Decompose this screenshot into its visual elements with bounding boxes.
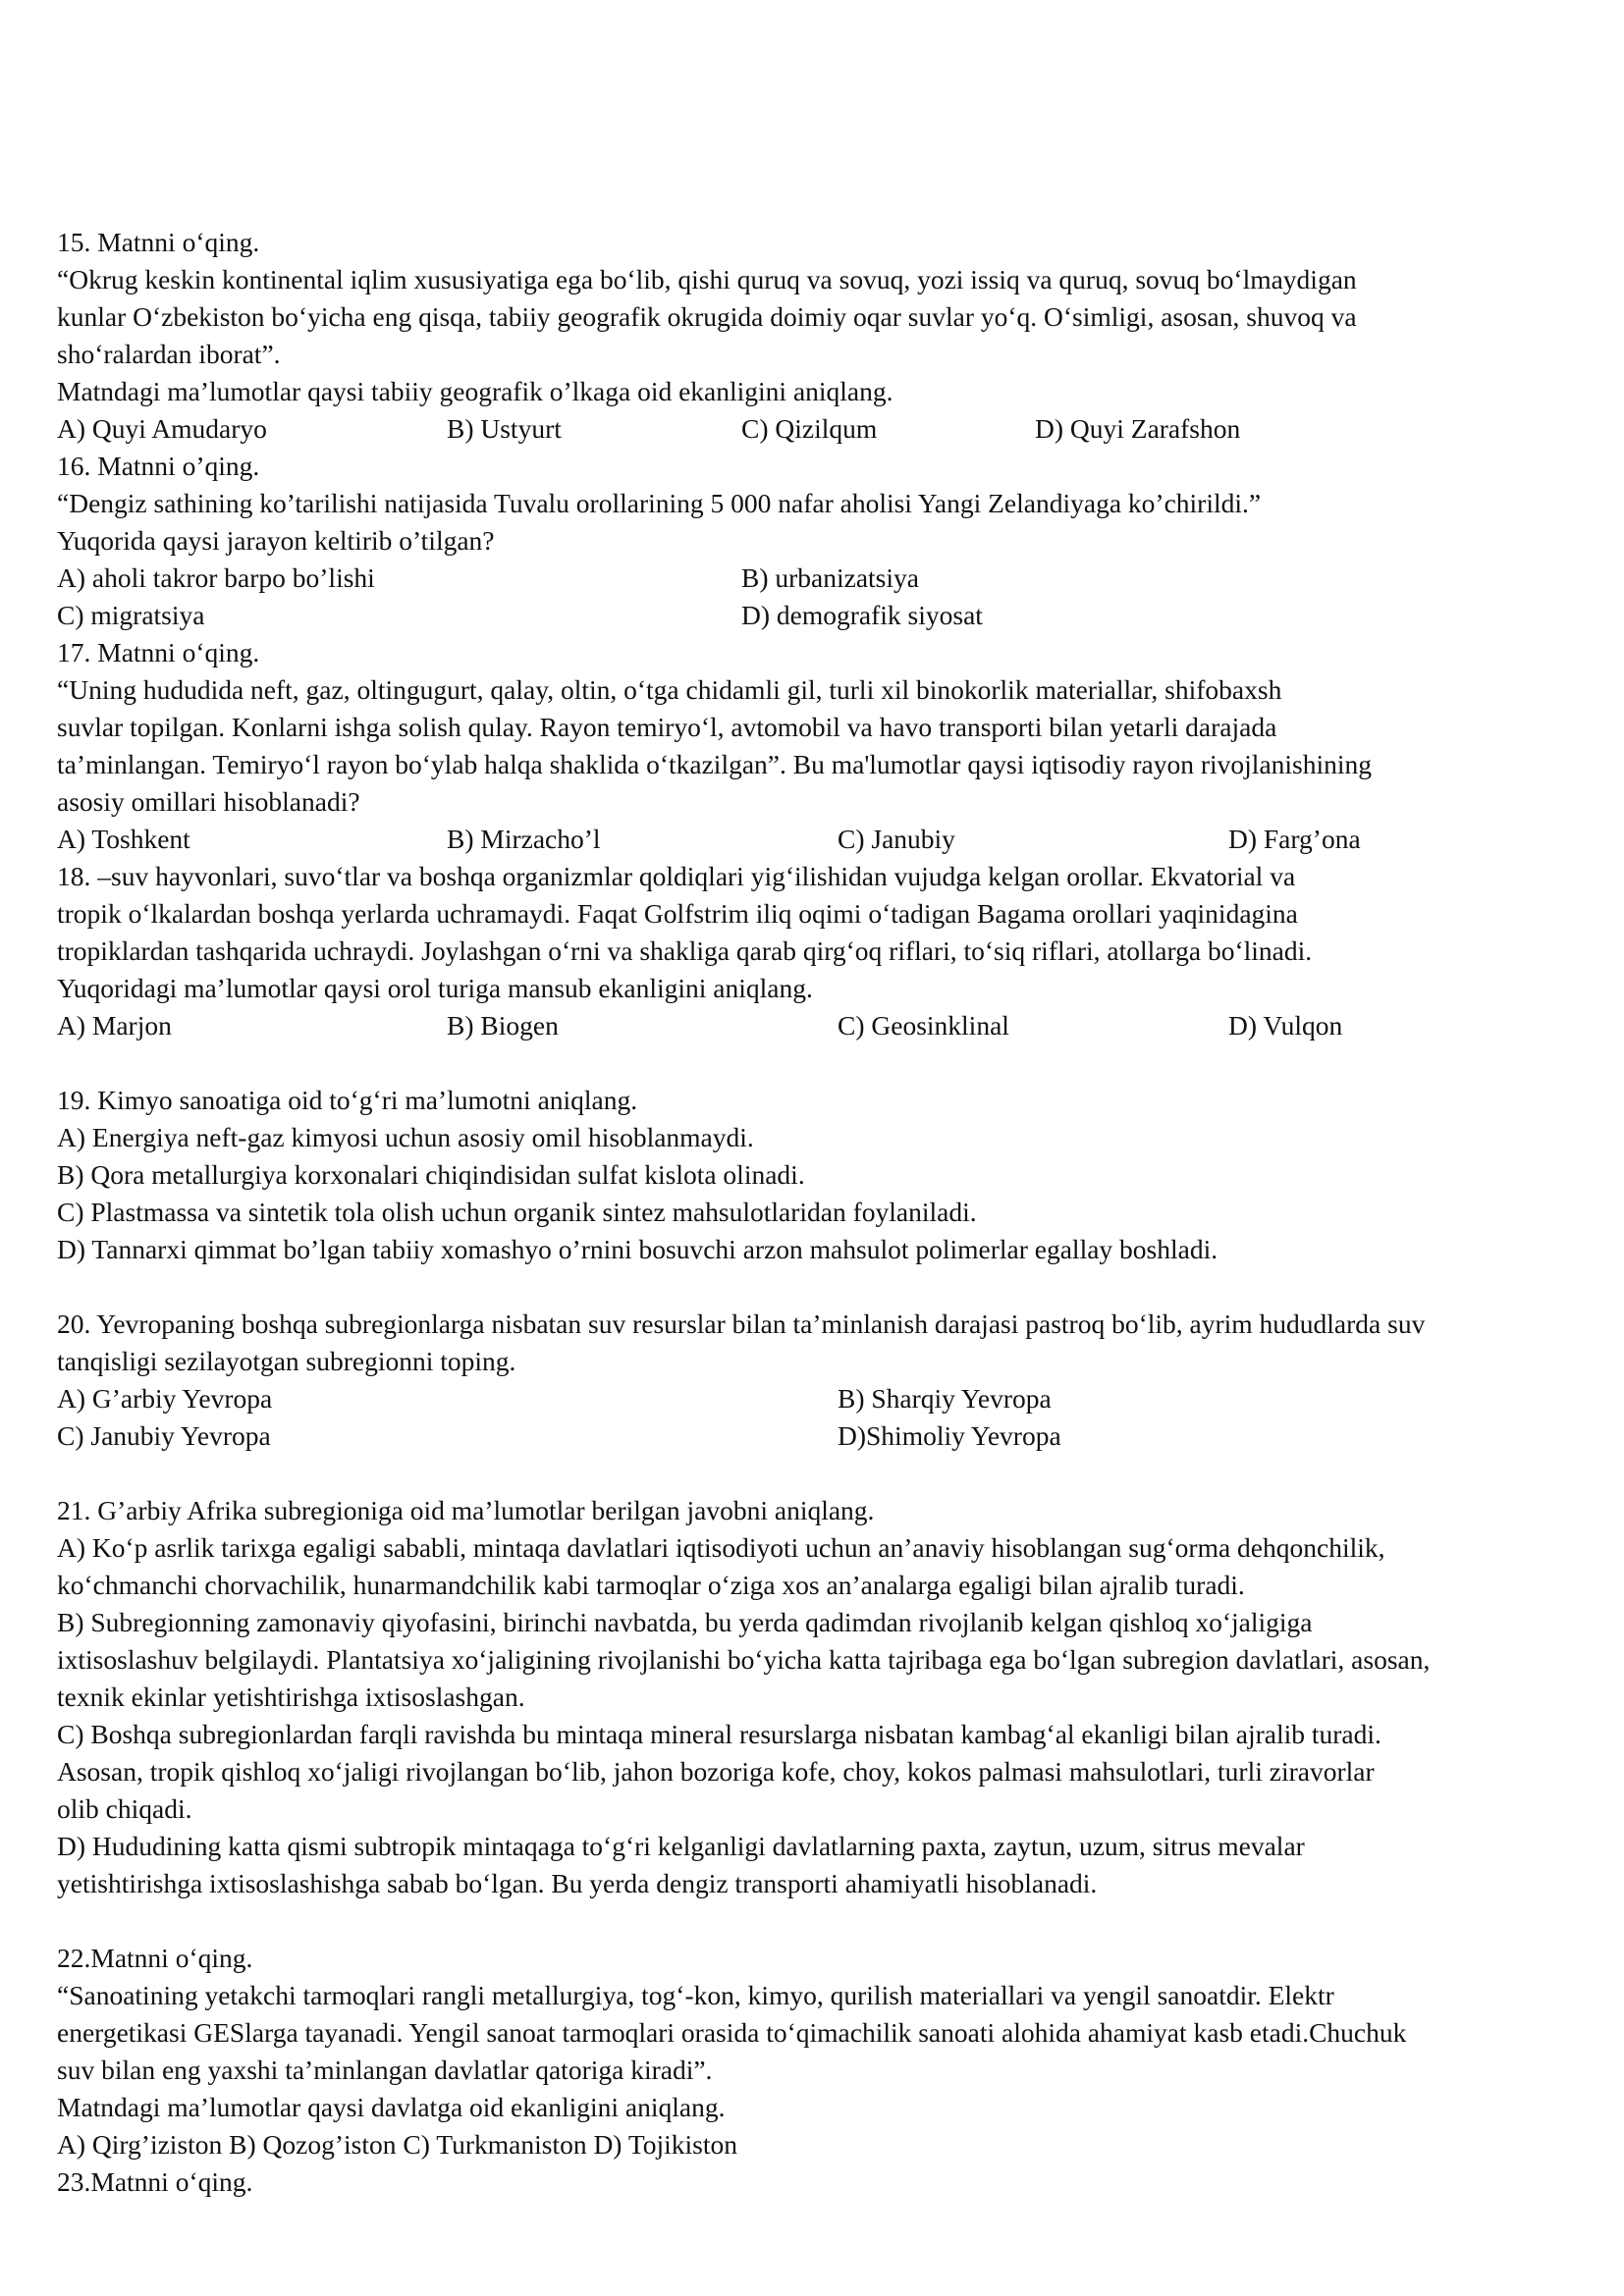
q16-options-row-1	[57, 560, 1589, 597]
q17-option-b: B) Mirzacho’l	[447, 824, 601, 854]
q21-option-c-line: C) Boshqa subregionlardan farqli ravishda bu mintaqa mineral resurslarga nisbatan kambag‘al ekanligi bilan ajralib turadi.	[57, 1719, 1381, 1749]
spacer	[57, 1455, 1589, 1492]
q15-text-line: sho‘ralardan iborat”.	[57, 339, 281, 369]
q22-prompt: Matndagi ma’lumotlar qaysi davlatga oid ekanligini aniqlang.	[57, 2092, 726, 2122]
q15-prompt: Matndagi ma’lumotlar qaysi tabiiy geografik o’lkaga oid ekanligini aniqlang.	[57, 376, 893, 406]
q22-title: 22.Matnni o‘qing.	[57, 1943, 253, 1973]
q15-title: 15. Matnni o‘qing.	[57, 227, 260, 257]
q18-option-c: C) Geosinklinal	[838, 1010, 1009, 1041]
q16-option-d: D) demografik siyosat	[741, 600, 983, 630]
q15-text-line: kunlar O‘zbekiston bo‘yicha eng qisqa, tabiiy geografik okrugida doimiy oqar suvlar yo‘q. O‘simligi, asosan, shuvoq va	[57, 301, 1357, 332]
q20-option-c: C) Janubiy Yevropa	[57, 1420, 271, 1451]
q17-text-line: asosiy omillari hisoblanadi?	[57, 786, 360, 817]
q22-text-line: suv bilan eng yaxshi ta’minlangan davlatlar qatoriga kiradi”.	[57, 2055, 713, 2085]
q18-text-line: tropiklardan tashqarida uchraydi. Joylashgan o‘rni va shakliga qarab qirg‘oq riflari, to‘siq riflari, atollarga bo‘linadi.	[57, 935, 1313, 966]
q20-option-d: D)Shimoliy Yevropa	[838, 1420, 1061, 1451]
q16-title: 16. Matnni o’qing.	[57, 451, 260, 481]
q21-option-b-line: B) Subregionning zamonaviy qiyofasini, birinchi navbatda, bu yerda qadimdan rivojlanib kelgan qishloq xo‘jaligiga	[57, 1607, 1313, 1637]
q15-options	[57, 410, 1589, 448]
q17-text-line: suvlar topilgan. Konlarni ishga solish qulay. Rayon temiryo‘l, avtomobil va havo transporti bilan yetarli darajada	[57, 712, 1277, 742]
q17-option-a: A) Toshkent	[57, 824, 190, 854]
q22-text-line: “Sanoatining yetakchi tarmoqlari rangli metallurgiya, tog‘-kon, kimyo, qurilish materiallari va yengil sanoatdir. Elektr	[57, 1980, 1334, 2010]
q16-option-c: C) migratsiya	[57, 600, 205, 630]
q18-text-line: tropik o‘lkalardan boshqa yerlarda uchramaydi. Faqat Golfstrim iliq oqimi o‘tadigan Bagama orollari yaqinidagina	[57, 898, 1298, 929]
q17-option-c: C) Janubiy	[838, 824, 955, 854]
q15-option-c: C) Qizilqum	[741, 413, 878, 444]
q21-option-c-line: Asosan, tropik qishloq xo‘jaligi rivojlangan bo‘lib, jahon bozoriga kofe, choy, kokos palmasi mahsulotlari, turli ziravorlar	[57, 1756, 1375, 1787]
test-page	[57, 224, 1589, 2201]
q22-text-line: energetikasi GESlarga tayanadi. Yengil sanoat tarmoqlari orasida to‘qimachilik sanoati alohida ahamiyat kasb etadi.Chuchuk	[57, 2017, 1407, 2048]
q18-options	[57, 1007, 1589, 1044]
q16-prompt: Yuqorida qaysi jarayon keltirib o’tilgan?	[57, 525, 495, 556]
q20-options-row-2	[57, 1417, 1589, 1455]
q21-option-a-line: A) Ko‘p asrlik tarixga egaligi sababli, mintaqa davlatlari iqtisodiyoti uchun an’anaviy hisoblangan sug‘orma dehqonchilik,	[57, 1532, 1385, 1563]
q16-option-a: A) aholi takror barpo bo’lishi	[57, 562, 375, 593]
q19-title: 19. Kimyo sanoatiga oid to‘g‘ri ma’lumotni aniqlang.	[57, 1085, 638, 1115]
q15-option-d: D) Quyi Zarafshon	[1035, 413, 1241, 444]
q21-option-d-line: D) Hududining katta qismi subtropik mintaqaga to‘g‘ri kelganligi davlatlarning paxta, zaytun, uzum, sitrus mevalar	[57, 1831, 1305, 1861]
q18-option-d: D) Vulqon	[1228, 1010, 1343, 1041]
q17-option-d: D) Farg’ona	[1228, 824, 1361, 854]
q19-option-a: A) Energiya neft-gaz kimyosi uchun asosiy omil hisoblanmaydi.	[57, 1122, 754, 1152]
q20-text-line: 20. Yevropaning boshqa subregionlarga nisbatan suv resurslar bilan ta’minlanish darajasi pastroq bo‘lib, ayrim hududlarda suv	[57, 1308, 1426, 1339]
q20-option-b: B) Sharqiy Yevropa	[838, 1383, 1052, 1414]
q15-option-a: A) Quyi Amudaryo	[57, 413, 267, 444]
q18-prompt: Yuqoridagi ma’lumotlar qaysi orol turiga mansub ekanligini aniqlang.	[57, 973, 813, 1003]
spacer	[57, 1044, 1589, 1082]
q17-text-line: ta’minlangan. Temiryo‘l rayon bo‘ylab halqa shaklida o‘tkazilgan”. Bu ma'lumotlar qaysi iqtisodiy rayon rivojlanishining	[57, 749, 1373, 779]
q21-option-b-line: ixtisoslashuv belgilaydi. Plantatsiya xo‘jaligining rivojlanishi bo‘yicha katta tajribaga ega bo‘lgan subregion davlatlari, asosan,	[57, 1644, 1431, 1675]
q20-options-row-1	[57, 1380, 1589, 1417]
q18-option-b: B) Biogen	[447, 1010, 559, 1041]
q21-option-a-line: ko‘chmanchi chorvachilik, hunarmandchilik kabi tarmoqlar o‘ziga xos an’analarga egaligi bilan ajralib turadi.	[57, 1570, 1245, 1600]
q22-options: A) Qirg’iziston B) Qozog’iston C) Turkmaniston D) Tojikiston	[57, 2129, 737, 2160]
q17-title: 17. Matnni o‘qing.	[57, 637, 260, 667]
q21-option-d-line: yetishtirishga ixtisoslashishga sabab bo‘lgan. Bu yerda dengiz transporti ahamiyatli hisoblanadi.	[57, 1868, 1098, 1898]
q16-options-row-2	[57, 597, 1589, 634]
q19-option-c: C) Plastmassa va sintetik tola olish uchun organik sintez mahsulotlaridan foylaniladi.	[57, 1197, 977, 1227]
q17-options	[57, 821, 1589, 858]
q16-option-b: B) urbanizatsiya	[741, 562, 919, 593]
q18-option-a: A) Marjon	[57, 1010, 172, 1041]
q15-text-line: “Okrug keskin kontinental iqlim xususiyatiga ega bo‘lib, qishi quruq va sovuq, yozi issiq va quruq, sovuq bo‘lmaydigan	[57, 264, 1357, 294]
q20-text-line: tanqisligi sezilayotgan subregionni toping.	[57, 1346, 516, 1376]
q20-option-a: A) G’arbiy Yevropa	[57, 1383, 273, 1414]
q15-option-b: B) Ustyurt	[447, 413, 562, 444]
spacer	[57, 1268, 1589, 1306]
q16-text-line: “Dengiz sathining ko’tarilishi natijasida Tuvalu orollarining 5 000 nafar aholisi Yangi Zelandiyaga ko’chirildi.”	[57, 488, 1262, 518]
q21-title: 21. G’arbiy Afrika subregioniga oid ma’lumotlar berilgan javobni aniqlang.	[57, 1495, 875, 1525]
spacer	[57, 1902, 1589, 1940]
q21-option-b-line: texnik ekinlar yetishtirishga ixtisoslashgan.	[57, 1682, 525, 1712]
q19-option-d: D) Tannarxi qimmat bo’lgan tabiiy xomashyo o’rnini bosuvchi arzon mahsulot polimerlar egallay boshladi.	[57, 1234, 1218, 1264]
q17-text-line: “Uning hududida neft, gaz, oltingugurt, qalay, oltin, o‘tga chidamli gil, turli xil binokorlik materiallar, shifobaxsh	[57, 674, 1282, 705]
q23-title: 23.Matnni o‘qing.	[57, 2166, 253, 2197]
q18-text-line: 18. –suv hayvonlari, suvo‘tlar va boshqa organizmlar qoldiqlari yig‘ilishidan vujudga kelgan orollar. Ekvatorial va	[57, 861, 1296, 891]
q19-option-b: B) Qora metallurgiya korxonalari chiqindisidan sulfat kislota olinadi.	[57, 1159, 805, 1190]
q21-option-c-line: olib chiqadi.	[57, 1793, 192, 1824]
